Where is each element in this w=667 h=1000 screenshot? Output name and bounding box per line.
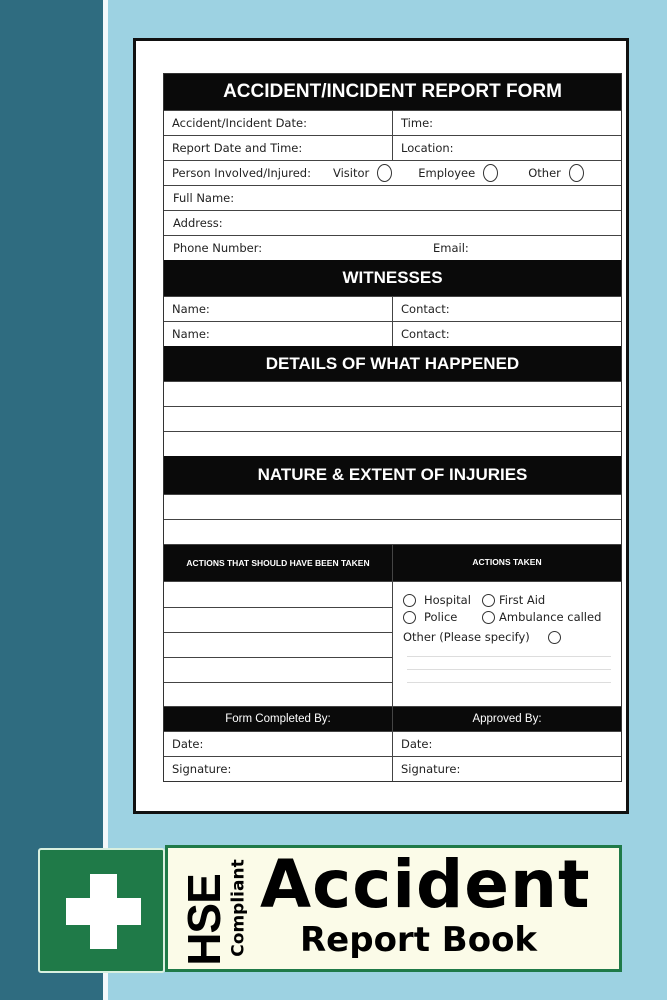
report-date-field: Report Date and Time:: [164, 136, 393, 160]
completed-signature: Signature:: [164, 757, 393, 781]
witness-name-2: Name:: [164, 322, 393, 346]
email-field: Email:: [433, 241, 469, 255]
accident-report-form: [163, 73, 622, 782]
actions-taken-header: ACTIONS TAKEN: [393, 545, 621, 581]
form-title: ACCIDENT/INCIDENT REPORT FORM: [164, 74, 621, 110]
witness-name-1: Name:: [164, 297, 393, 321]
injuries-header: NATURE & EXTENT OF INJURIES: [164, 456, 621, 494]
witnesses-header: WITNESSES: [164, 260, 621, 296]
witness-contact-2: Contact:: [401, 327, 450, 341]
other-label: Other: [528, 166, 561, 180]
title-banner: [165, 845, 622, 972]
full-name-field: Full Name:: [164, 185, 621, 210]
completed-date: Date:: [164, 732, 393, 756]
person-involved-label: Person Involved/Injured:: [172, 166, 311, 180]
employee-radio: [483, 164, 498, 182]
details-header: DETAILS OF WHAT HAPPENED: [164, 346, 621, 381]
first-aid-radio: [482, 594, 495, 607]
approved-by-header: Approved By:: [393, 707, 621, 731]
approved-signature: Signature:: [401, 762, 461, 776]
visitor-radio: [377, 164, 392, 182]
location-field: Location:: [401, 141, 454, 155]
completed-by-header: Form Completed By:: [164, 707, 393, 731]
time-field: Time:: [401, 116, 434, 130]
other-specify-label: Other (Please specify): [403, 630, 530, 644]
visitor-label: Visitor: [332, 166, 370, 180]
should-have-header: ACTIONS THAT SHOULD HAVE BEEN TAKEN: [164, 545, 393, 581]
address-field: Address:: [164, 210, 621, 235]
police-radio: [403, 611, 416, 624]
phone-field: Phone Number:: [173, 241, 263, 255]
hospital-radio: [403, 594, 416, 607]
ambulance-label: Ambulance called: [499, 610, 602, 624]
first-aid-label: First Aid: [499, 593, 546, 607]
other-specify-radio: [548, 631, 561, 644]
approved-date: Date:: [401, 737, 433, 751]
hse-label: HSE: [177, 874, 230, 966]
first-aid-cross-icon: [38, 848, 165, 973]
accident-date-field: Accident/Incident Date:: [164, 111, 393, 135]
ambulance-radio: [482, 611, 495, 624]
other-radio: [569, 164, 584, 182]
hospital-label: Hospital: [424, 593, 471, 607]
witness-contact-1: Contact:: [401, 302, 450, 316]
compliant-label: Compliant: [228, 859, 249, 957]
book-subtitle: Report Book: [300, 920, 538, 960]
employee-label: Employee: [418, 166, 476, 180]
police-label: Police: [424, 610, 458, 624]
book-title: Accident: [260, 846, 591, 923]
